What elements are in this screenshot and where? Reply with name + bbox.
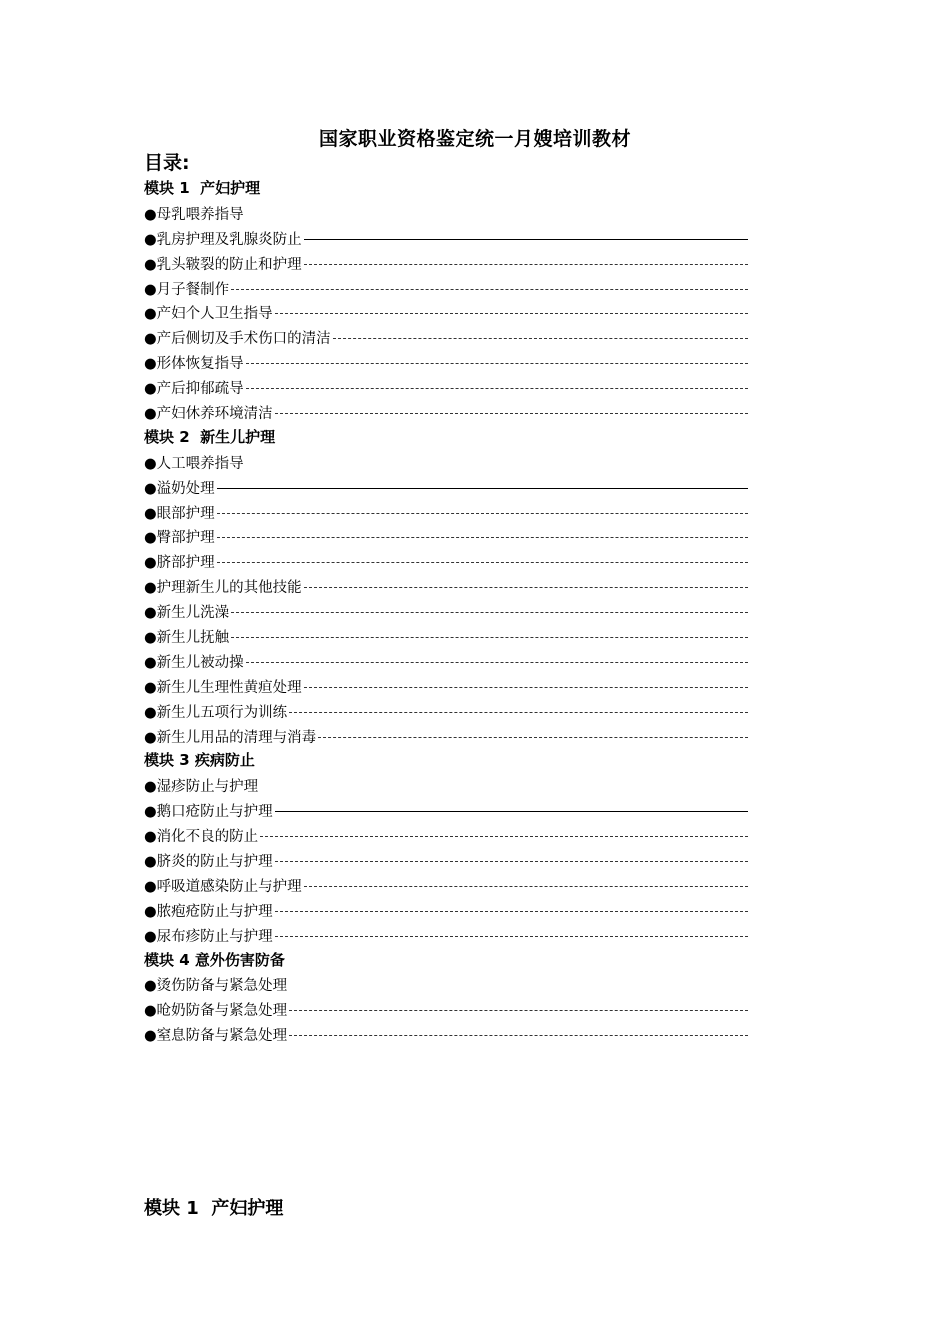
toc-leader-line	[231, 637, 748, 638]
toc-entry[interactable]	[144, 773, 748, 798]
toc-leader-line	[289, 712, 748, 713]
toc-leader-line	[217, 562, 748, 563]
toc-entry-label: ●呛奶防备与紧急处理	[144, 1003, 288, 1020]
toc-entry-label: ●新生儿抚触	[144, 629, 230, 646]
toc-leader-line	[275, 313, 748, 314]
toc-entry[interactable]	[144, 276, 748, 301]
toc-entry-label: ●鹅口疮防止与护理	[144, 804, 273, 821]
toc-entry-label: ●人工喂养指导	[144, 455, 244, 472]
toc-entry[interactable]	[144, 923, 748, 948]
toc-entry[interactable]	[144, 251, 748, 276]
toc-entry-label: ●溢奶处理	[144, 480, 215, 497]
toc-leader-line	[289, 1010, 748, 1011]
toc-entry[interactable]	[144, 848, 748, 873]
toc-entry-label: ●月子餐制作	[144, 281, 230, 298]
toc-entry-label: ●乳房护理及乳腺炎防止	[144, 231, 302, 248]
document-title: 国家职业资格鉴定统一月嫂培训教材	[318, 128, 631, 150]
toc-entry-label: ●产妇休养环境清洁	[144, 405, 273, 422]
toc-entry[interactable]	[144, 997, 748, 1022]
toc-entry[interactable]	[144, 226, 748, 251]
toc-leader-line	[246, 388, 748, 389]
toc-entry[interactable]	[144, 823, 748, 848]
toc-entry[interactable]	[144, 599, 748, 624]
toc-entry[interactable]	[144, 300, 748, 325]
toc-leader-line	[231, 612, 748, 613]
toc-entry-label: ●烫伤防备与紧急处理	[144, 978, 288, 995]
toc-entry[interactable]	[144, 475, 748, 500]
toc-leader-line	[304, 687, 748, 688]
toc-entry[interactable]	[144, 574, 748, 599]
toc-leader-line	[246, 363, 748, 364]
toc-entry[interactable]	[144, 500, 748, 525]
toc-entry-label: ●新生儿用品的清理与消毒	[144, 729, 317, 746]
toc-entry[interactable]	[144, 624, 748, 649]
toc-leader-line	[304, 886, 748, 887]
toc-leader-line	[231, 289, 748, 290]
toc-entry-label: ●臀部护理	[144, 530, 215, 547]
toc-entry-label: ●湿疹防止与护理	[144, 779, 259, 796]
toc-entry-label: ●新生儿生理性黄疸处理	[144, 679, 302, 696]
toc-entry[interactable]	[144, 1022, 748, 1047]
toc-leader-line	[275, 911, 748, 912]
toc-leader-line	[275, 811, 748, 812]
toc-heading: 目录:	[144, 152, 190, 174]
toc-entry[interactable]	[144, 549, 748, 574]
toc-entry-label: ●母乳喂养指导	[144, 206, 244, 223]
toc-leader-line	[333, 338, 748, 339]
toc-entry[interactable]	[144, 699, 748, 724]
toc-entry-label: ●窒息防备与紧急处理	[144, 1028, 288, 1045]
toc-leader-line	[275, 413, 748, 414]
toc-leader-line	[217, 488, 748, 489]
toc-leader-line	[318, 737, 748, 738]
toc-entry-label: ●尿布疹防止与护理	[144, 928, 273, 945]
toc-entry-label: ●护理新生儿的其他技能	[144, 580, 302, 597]
toc-entry[interactable]	[144, 873, 748, 898]
toc-entry[interactable]	[144, 798, 748, 823]
toc-leader-line	[289, 1035, 748, 1036]
toc-entry-label: ●脐炎的防止与护理	[144, 853, 273, 870]
toc-entry-label: ●呼吸道感染防止与护理	[144, 878, 302, 895]
toc-leader-line	[275, 936, 748, 937]
toc-entry-label: ●新生儿五项行为训练	[144, 704, 288, 721]
toc-entry[interactable]	[144, 898, 748, 923]
toc-entry-label: ●新生儿洗澡	[144, 605, 230, 622]
toc-entry[interactable]	[144, 674, 748, 699]
toc-entry[interactable]	[144, 724, 748, 749]
toc-leader-line	[217, 537, 748, 538]
toc-entry-label: ●脐部护理	[144, 555, 215, 572]
toc-entry-label: ●产后侧切及手术伤口的清洁	[144, 331, 331, 348]
module-heading: 模块 3 疾病防止	[144, 751, 255, 770]
table-of-contents	[144, 150, 748, 1047]
toc-leader-line	[304, 239, 748, 240]
toc-entry[interactable]	[144, 375, 748, 400]
toc-entry[interactable]	[144, 350, 748, 375]
toc-entry[interactable]	[144, 450, 748, 475]
module-heading: 模块 2 新生儿护理	[144, 427, 276, 446]
toc-leader-line	[304, 264, 748, 265]
toc-entry[interactable]	[144, 524, 748, 549]
toc-entry-label: ●新生儿被动操	[144, 654, 244, 671]
toc-entry[interactable]	[144, 325, 748, 350]
toc-leader-line	[275, 861, 748, 862]
section-heading: 模块 1 产妇护理	[144, 1198, 284, 1219]
module-heading: 模块 4 意外伤害防备	[144, 950, 285, 969]
toc-leader-line	[246, 662, 748, 663]
toc-entry[interactable]	[144, 201, 748, 226]
toc-leader-line	[260, 836, 748, 837]
toc-leader-line	[217, 513, 748, 514]
toc-entry[interactable]	[144, 973, 748, 998]
toc-entry-label: ●乳头皲裂的防止和护理	[144, 256, 302, 273]
toc-entry-label: ●产妇个人卫生指导	[144, 306, 273, 323]
toc-entry-label: ●脓疱疮防止与护理	[144, 903, 273, 920]
module-heading: 模块 1 产妇护理	[144, 179, 261, 197]
toc-entry[interactable]	[144, 649, 748, 674]
toc-entry[interactable]	[144, 400, 748, 425]
toc-entry-label: ●形体恢复指导	[144, 356, 244, 373]
toc-entry-label: ●产后抑郁疏导	[144, 381, 244, 398]
toc-leader-line	[304, 587, 748, 588]
toc-entry-label: ●眼部护理	[144, 505, 215, 522]
toc-entry-label: ●消化不良的防止	[144, 829, 259, 846]
